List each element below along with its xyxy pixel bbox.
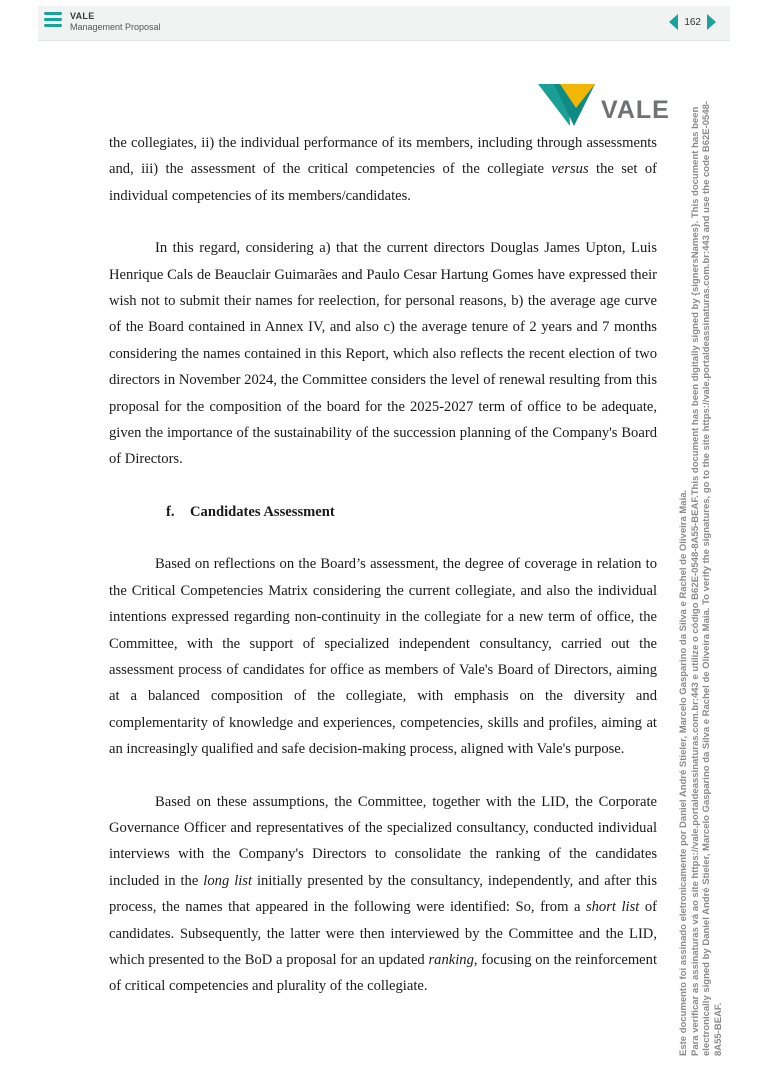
- pager: [669, 14, 716, 30]
- section-title: Candidates Assessment: [190, 503, 335, 520]
- page-number: 162: [684, 16, 701, 28]
- section-number: f.: [166, 503, 175, 520]
- document-body: [109, 130, 657, 1000]
- section-heading: [109, 499, 657, 525]
- logo-wordmark: VALE: [601, 96, 670, 124]
- paragraph: Based on these assumptions, the Committee, together with the LID, the Corporate Governance Officer and representatives of the specialized consultancy, conducted individual interviews with the Company's Directors to consolidate the ranking of the candidates included in the long list initially presented by the consultancy, independently, and after this process, the names that appeared in the following were identified: So, from a short list of candidates. Subsequently, the latter were then interviewed by the Committee and the LID, which presented to the BoD a proposal for an updated ranking, focusing on the reinforcement of critical competencies and plurality of the collegiate.: [109, 793, 658, 995]
- signature-notice: Este documento foi assinado eletronicamente por Daniel André Stieler, Marcelo Gasparino da Silva e Rachel de Oliveira Maia. Para verificar as assinaturas vá ao site https://vale.portaldeassinaturas.com.br:443 e utilize o código B62E-0548-8A55-BEAF.This document has been digitally signed by {signersNames}. This document has been electronically signed by Daniel André Stieler, Marcelo Gasparino da Silva e Rachel de Oliveira Maia. To verify the signatures, go to the site https://vale.portaldeassinaturas.com.br:443 and use the code B62E-0548- 8A55-BEAF.: [678, 100, 724, 1056]
- next-page-icon[interactable]: [707, 14, 716, 30]
- paragraph: In this regard, considering a) that the current directors Douglas James Upton, Luis Henrique Cals de Beauclair Guimarães and Paulo Cesar Hartung Gomes have expressed their wish not to submit their names for reelection, for personal reasons, b) the average age curve of the Board contained in Annex IV, and also c) the average tenure of 2 years and 7 months considering the names contained in this Report, which also reflects the recent election of two directors in November 2024, the Committee considers the level of renewal resulting from this proposal for the composition of the board for the 2025-2027 term of office to be adequate, given the importance of the sustainability of the succession planning of the Company's Board of Directors.: [109, 240, 657, 468]
- paragraph: the collegiates, ii) the individual performance of its members, including through assessments and, iii) the assessment of the critical competencies of the collegiate versus the set of individual competencies of its members/candidates.: [109, 135, 657, 204]
- paragraph: Based on reflections on the Board’s assessment, the degree of coverage in relation to the Critical Competencies Matrix considering the current collegiate, and also the individual intentions expressed regarding non-continuity in the collegiate for a new term of office, the Committee, with the support of specialized independent consultancy, carried out the assessment process of candidates for office as members of Vale's Board of Directors, aiming at a balanced composition of the collegiate, with emphasis on the diversity and complementarity of knowledge and experiences, competencies, skills and profiles, aiming at an increasingly qualified and safe decision-making process, aligned with Vale's purpose.: [109, 556, 657, 758]
- document-title: Management Proposal: [70, 22, 161, 32]
- brand: [70, 11, 161, 33]
- header-bar: [38, 6, 730, 41]
- previous-page-icon[interactable]: [669, 14, 678, 30]
- menu-icon[interactable]: [44, 12, 62, 28]
- brand-name: VALE: [70, 11, 95, 21]
